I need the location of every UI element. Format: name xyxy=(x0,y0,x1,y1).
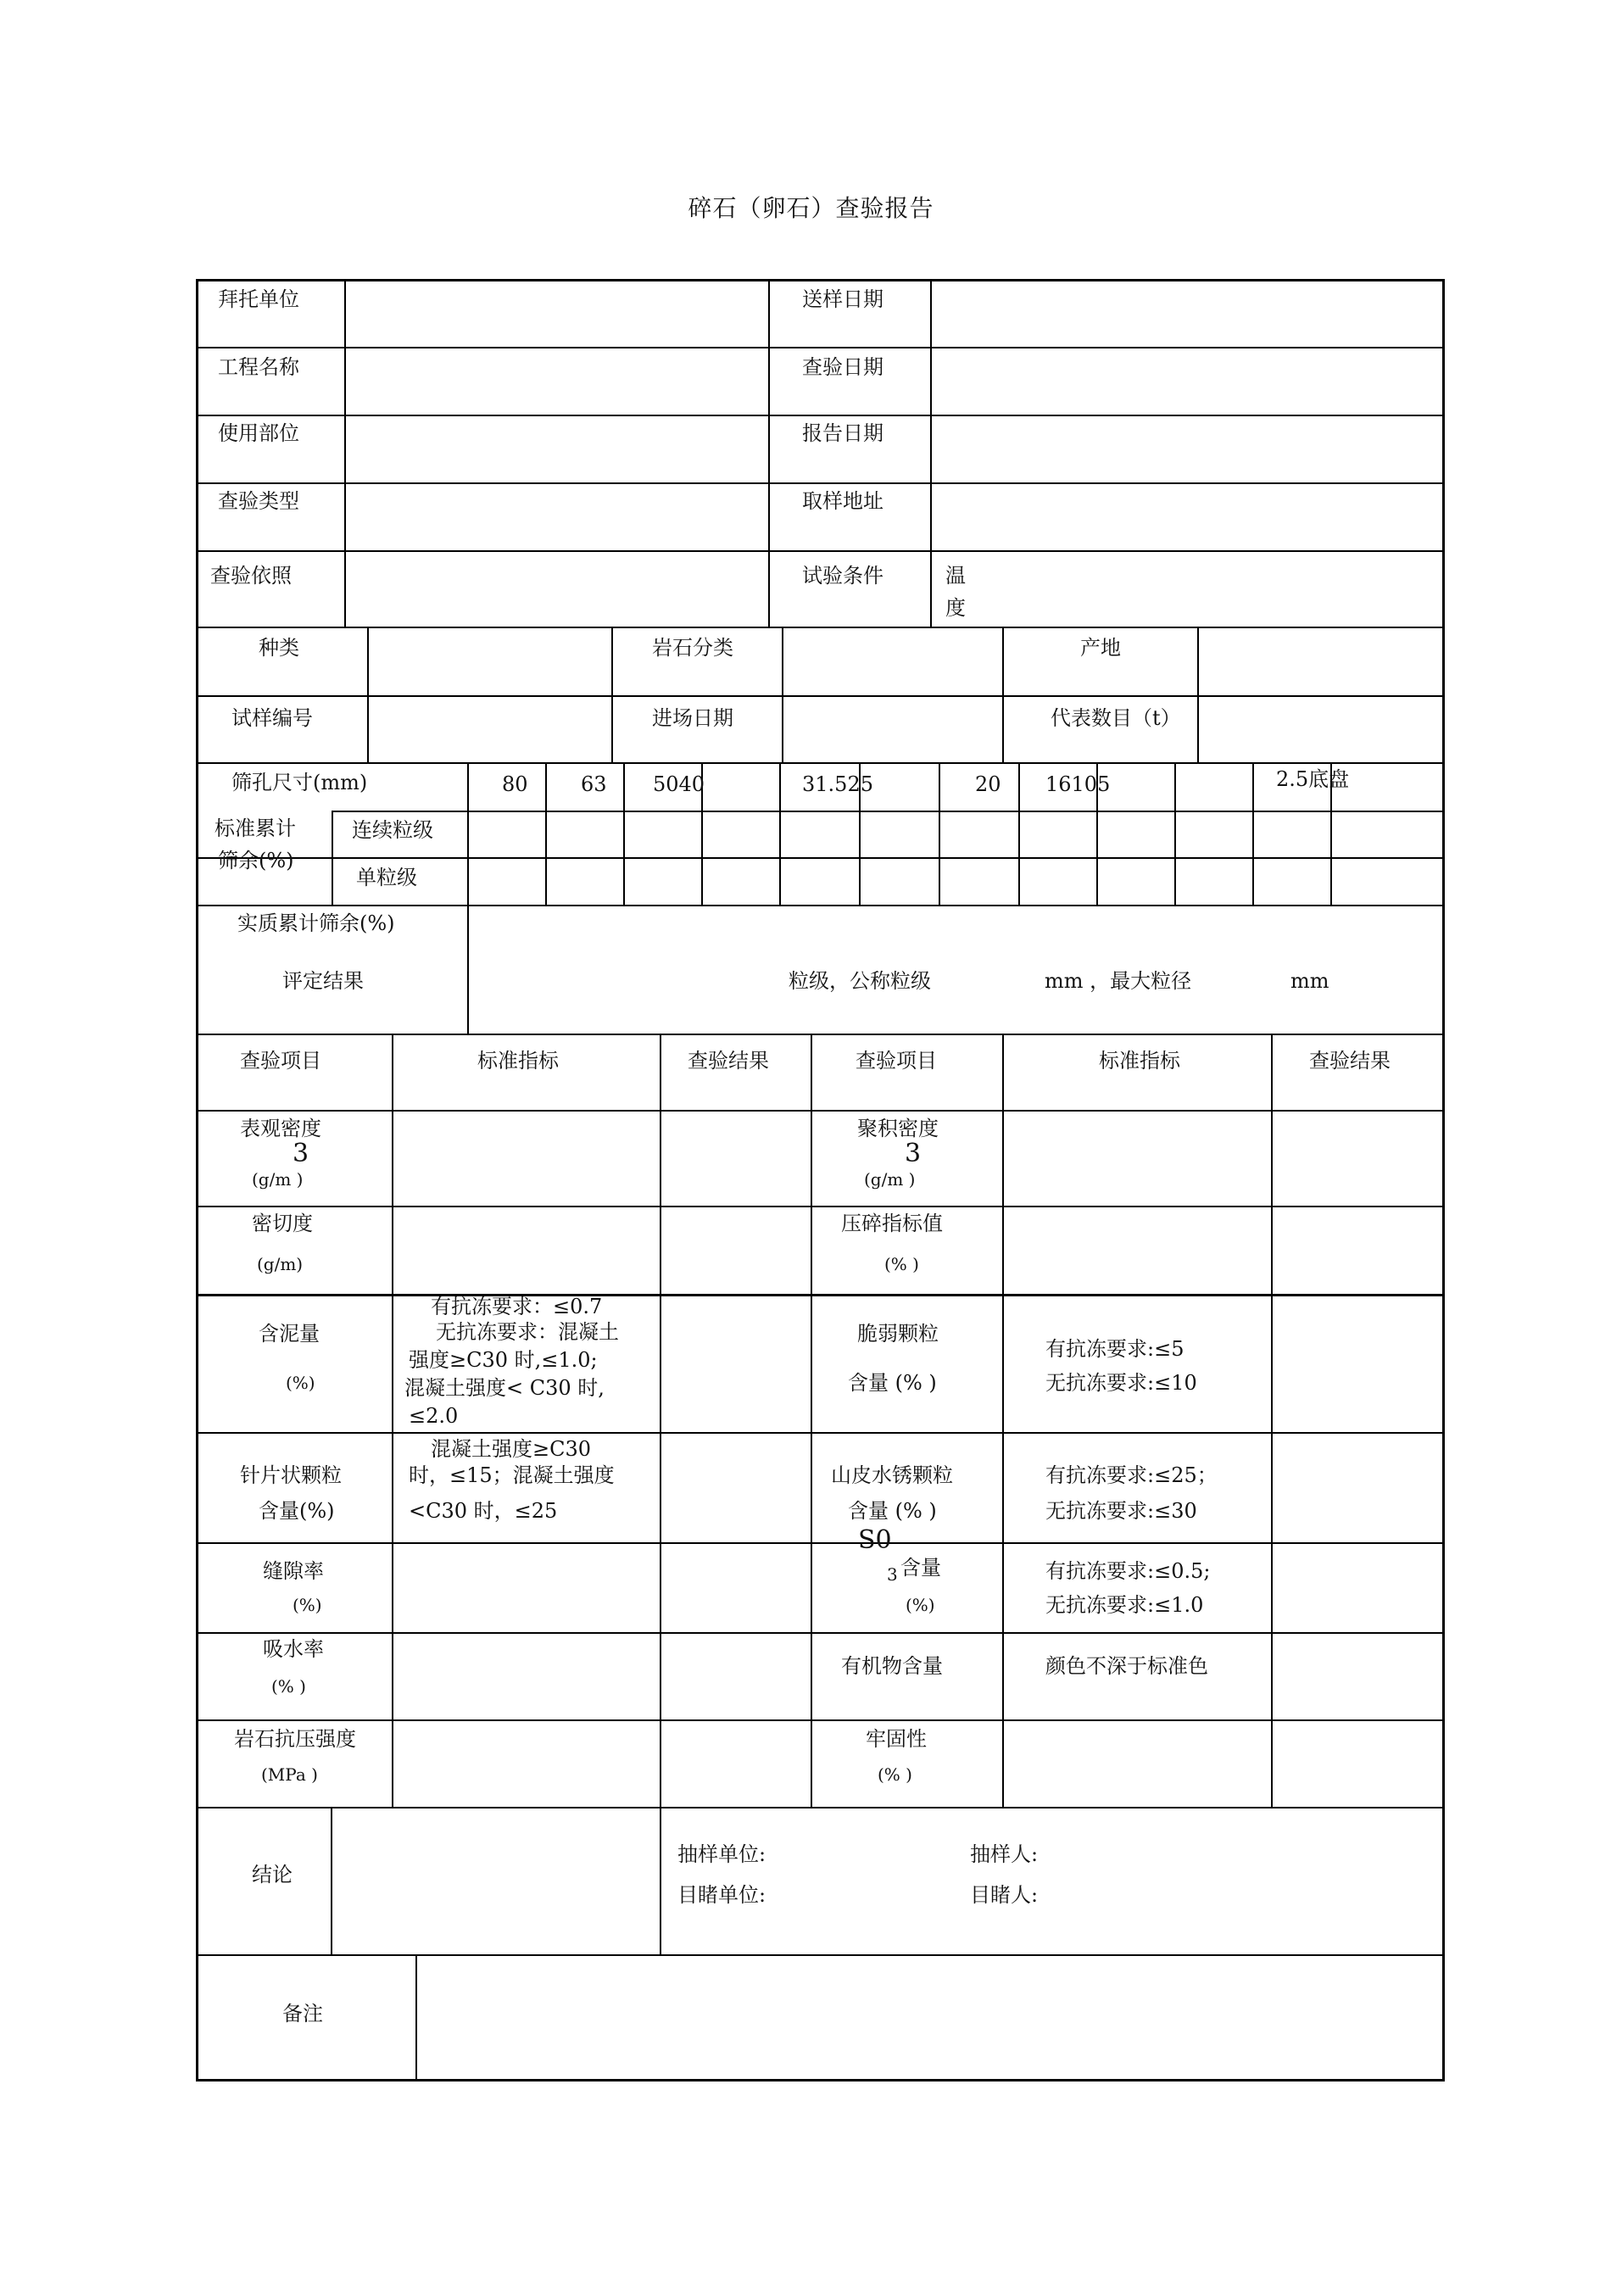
so3-std-line: 有抗冻要求:≤0.5; xyxy=(1045,1559,1211,1583)
eval-mm-unit: mm xyxy=(1290,969,1329,993)
rule xyxy=(611,627,613,762)
rule xyxy=(196,1034,1445,1035)
weak-std-line: 有抗冻要求:≤5 xyxy=(1045,1337,1184,1361)
rule xyxy=(196,482,1445,484)
rep-qty-label: 代表数目（t） xyxy=(1051,706,1181,730)
water-absorb-label: 吸水率 xyxy=(263,1637,324,1661)
mud-std-line: 强度≥C30 时,≤1.0; xyxy=(409,1348,598,1372)
rule xyxy=(768,279,770,627)
rule xyxy=(467,762,469,1034)
rule xyxy=(196,1110,1445,1112)
rust-std-line: 有抗冻要求:≤25； xyxy=(1045,1463,1218,1487)
inspect-basis-label: 查验依照 xyxy=(210,564,292,588)
rule xyxy=(196,1807,1445,1808)
sample-no-label: 试样编号 xyxy=(231,706,313,730)
rule xyxy=(196,857,1445,859)
crush-index-label: 压碎指标值 xyxy=(841,1212,943,1235)
rule xyxy=(196,1206,1445,1207)
test-conditions-label: 试验条件 xyxy=(802,564,883,588)
rule xyxy=(623,762,625,905)
organic-content-label: 有机物含量 xyxy=(841,1654,943,1678)
use-part-label: 使用部位 xyxy=(218,421,299,445)
needle-std-line: <C30 时，≤25 xyxy=(409,1499,558,1523)
report-date-label: 报告日期 xyxy=(802,421,883,445)
firmness-label: 牢固性 xyxy=(866,1727,927,1751)
rule xyxy=(196,1294,1445,1296)
sieve-size: 31.525 xyxy=(802,772,873,796)
item-header: 查验项目 xyxy=(240,1049,321,1073)
result-header: 查验结果 xyxy=(688,1049,769,1073)
so3-std-line: 无抗冻要求:≤1.0 xyxy=(1045,1593,1204,1617)
rule xyxy=(779,762,781,905)
actual-cum-label: 实质累计筛余(%) xyxy=(237,911,395,935)
rule xyxy=(196,627,1445,628)
sample-unit-label: 抽样单位: xyxy=(677,1842,766,1866)
rule xyxy=(332,811,1445,812)
void-ratio-label: 缝隙率 xyxy=(263,1559,324,1583)
weak-particles-unit: 含量 (% ) xyxy=(848,1371,937,1395)
rule xyxy=(930,279,932,627)
unit-gm: (g/m ) xyxy=(864,1169,916,1190)
apparent-density-label: 表观密度 xyxy=(240,1117,321,1140)
report-table-frame xyxy=(196,279,1445,2081)
needle-unit: 含量(%) xyxy=(259,1499,335,1523)
eval-grade-text: 粒级，公称粒级 xyxy=(789,969,931,993)
project-name-label: 工程名称 xyxy=(218,355,299,379)
so3-subscript: 3 xyxy=(887,1564,898,1585)
result-header-2: 查验结果 xyxy=(1309,1049,1391,1073)
witness-label: 目睹人: xyxy=(970,1883,1039,1907)
std-header: 标准指标 xyxy=(477,1049,559,1073)
conclusion-label: 结论 xyxy=(252,1863,293,1886)
rule xyxy=(1002,627,1004,762)
temp-label-2: 度 xyxy=(945,596,966,620)
rule xyxy=(660,1807,661,1954)
so3-content-label: 含量 xyxy=(900,1556,941,1580)
rule xyxy=(331,1807,332,1954)
rule xyxy=(811,1034,812,1807)
remarks-label: 备注 xyxy=(282,2002,323,2026)
so3-label: S0 xyxy=(858,1525,892,1555)
rule xyxy=(196,1432,1445,1434)
send-date-label: 送样日期 xyxy=(802,287,883,311)
inspect-type-label: 查验类型 xyxy=(218,489,299,513)
mud-std-line: 混凝土强度< C30 时, xyxy=(404,1376,605,1400)
rock-strength-label: 岩石抗压强度 xyxy=(234,1727,356,1751)
sieve-size: 5040 xyxy=(653,772,705,796)
rule xyxy=(939,762,940,905)
single-grade-label: 单粒级 xyxy=(356,866,417,889)
rule xyxy=(196,1632,1445,1634)
unit-gm: (g/m ) xyxy=(252,1169,304,1190)
rule xyxy=(782,627,783,762)
rule xyxy=(196,1719,1445,1721)
sampler-label: 抽样人: xyxy=(970,1842,1039,1866)
std-header-2: 标准指标 xyxy=(1099,1049,1180,1073)
unit-gm: (g/m) xyxy=(257,1254,304,1274)
rule xyxy=(1002,1034,1004,1807)
mud-std-line: 有抗冻要求：≤0.7 xyxy=(431,1295,603,1318)
rule xyxy=(332,811,333,905)
bulk-density-label: 聚积密度 xyxy=(857,1117,939,1140)
sieve-size: 20 xyxy=(975,772,1001,796)
unit-pct: (% ) xyxy=(878,1764,912,1785)
rule xyxy=(196,905,1445,906)
sieve-size: 80 xyxy=(502,772,528,796)
organic-std: 颜色不深于标准色 xyxy=(1045,1654,1208,1678)
origin-label: 产地 xyxy=(1080,636,1121,660)
temp-label: 温 xyxy=(945,564,966,588)
sample-address-label: 取样地址 xyxy=(802,489,883,513)
item-header-2: 查验项目 xyxy=(856,1049,937,1073)
rule xyxy=(196,1542,1445,1544)
rust-unit: 含量 (% ) xyxy=(848,1499,937,1523)
rule xyxy=(196,347,1445,348)
rule xyxy=(1174,762,1176,905)
mud-std-line: ≤2.0 xyxy=(409,1404,459,1428)
std-cum-label-2: 筛余(%) xyxy=(218,849,294,872)
rule xyxy=(415,1954,417,2081)
unit-superscript: 3 xyxy=(905,1139,922,1168)
rule xyxy=(1197,627,1199,762)
rule xyxy=(392,1034,393,1807)
eval-result-label: 评定结果 xyxy=(282,969,364,993)
rule xyxy=(196,1954,1445,1956)
rule xyxy=(1252,762,1254,905)
std-cum-label: 标准累计 xyxy=(215,816,296,840)
weak-std-line: 无抗冻要求:≤10 xyxy=(1045,1371,1197,1395)
unit-superscript: 3 xyxy=(293,1139,309,1168)
rule xyxy=(344,279,346,627)
unit-mpa: (MPa ) xyxy=(261,1764,318,1785)
sieve-size-label: 筛孔尺寸(mm) xyxy=(231,771,368,794)
unit-pct: (% ) xyxy=(884,1254,919,1274)
rule xyxy=(660,1034,661,1807)
needle-label: 针片状颗粒 xyxy=(240,1463,342,1487)
eval-max-size-text: mm ，最大粒径 xyxy=(1045,969,1192,993)
sieve-size: 16105 xyxy=(1045,772,1111,796)
mud-content-label: 含泥量 xyxy=(259,1322,320,1346)
mud-std-line: 无抗冻要求：混凝土 xyxy=(436,1320,619,1344)
rule xyxy=(1271,1034,1273,1807)
kind-label: 种类 xyxy=(259,636,299,660)
entry-date-label: 进场日期 xyxy=(652,706,733,730)
weak-particles-label: 脆弱颗粒 xyxy=(857,1322,939,1346)
tight-density-label: 密切度 xyxy=(252,1212,313,1235)
inspect-date-label: 查验日期 xyxy=(802,355,883,379)
continuous-grade-label: 连续粒级 xyxy=(352,818,433,842)
needle-std-line: 混凝土强度≥C30 xyxy=(431,1437,592,1461)
unit-pct: (%) xyxy=(906,1595,935,1615)
rock-class-label: 岩石分类 xyxy=(652,636,733,660)
rule xyxy=(1018,762,1020,905)
witness-unit-label: 目睹单位: xyxy=(677,1883,766,1907)
unit-pct: (%) xyxy=(286,1373,315,1393)
sieve-size: 63 xyxy=(581,772,607,796)
rule xyxy=(545,762,547,905)
unit-pct: (%) xyxy=(293,1595,322,1615)
page-title: 碎石（卵石）查验报告 xyxy=(688,194,934,222)
client-unit-label: 拜托单位 xyxy=(218,287,299,311)
rule xyxy=(196,762,1445,764)
rust-label: 山皮水锈颗粒 xyxy=(831,1463,953,1487)
unit-pct: (% ) xyxy=(271,1676,306,1697)
rule xyxy=(367,627,369,762)
rule xyxy=(196,550,1445,552)
rust-std-line: 无抗冻要求:≤30 xyxy=(1045,1499,1197,1523)
sieve-size: 2.5底盘 xyxy=(1276,767,1350,791)
rule xyxy=(196,695,1445,697)
rule xyxy=(196,415,1445,416)
needle-std-line: 时，≤15；混凝土强度 xyxy=(409,1463,615,1487)
